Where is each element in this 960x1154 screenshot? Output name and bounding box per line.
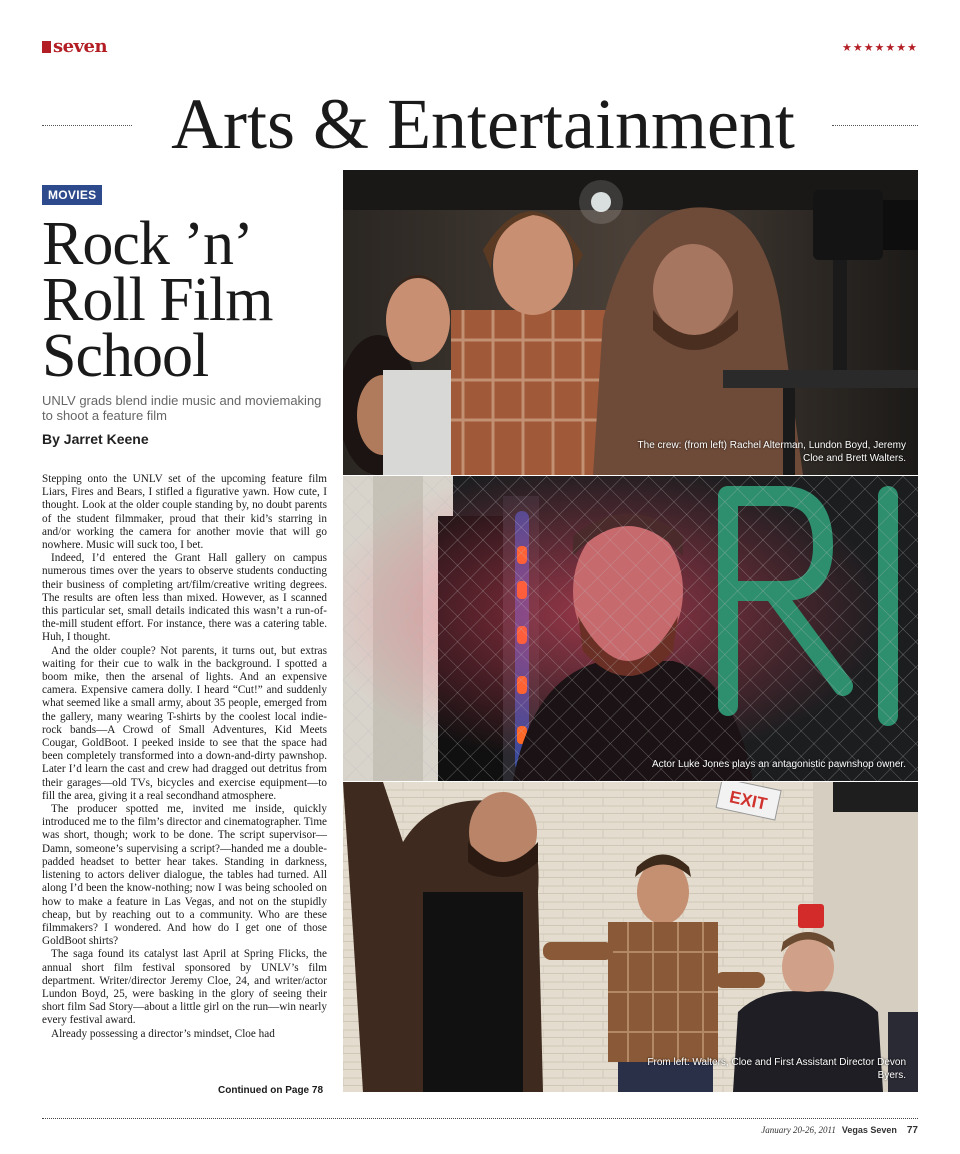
section-header [42,84,918,164]
article-body [42,473,327,1041]
section-rule-right [832,125,918,126]
continued-link[interactable]: Continued on Page 78 [218,1085,324,1096]
magazine-logo [42,38,107,56]
svg-text:EXIT: EXIT [727,787,769,814]
headline-line: Rock ’n’ [42,210,253,278]
photo-crew [343,170,918,475]
section-title: Arts & Entertainment [171,84,795,164]
headline-line: Roll Film [42,266,273,334]
photo-pawnshop-image [343,476,918,781]
issue-date: January 20-26, 2011 [761,1125,836,1135]
body-paragraph: Already possessing a director’s mindset, Cloe had [51,1027,275,1040]
photo-crew-image [343,170,918,475]
byline: By Jarret Keene [42,431,149,447]
section-rule-left [42,125,132,126]
magazine-name: Vegas Seven [841,1125,897,1135]
body-paragraph: Stepping onto the UNLV set of the upcoming feature film Liars, Fires and Bears, I stifled a figurative yawn. How cute, I thought. Look at the older couple standing by, no doubt parents of the student filmmaker, proud that their kid’s starring in and/or working the camera for another movie that will go nowhere. Music will suck too, I bet. [42,473,327,552]
photo-pawnshop-owner [343,476,918,781]
photo-caption: From left: Walters, Cloe and First Assistant Director Devon Byers. [647,1057,906,1081]
body-paragraph: The saga found its catalyst last April at Spring Flicks, the annual short film festival sponsored by UNLV’s film department. Writer/director Jeremy Cloe, 24, and writer/actor Lundon Boyd, 25, were basking in the glory of seeing their short film Sad Story—about a little girl on the run—win nearly every festival award. [42,948,327,1027]
footer-rule [42,1118,918,1119]
stars-ornament: ★★★★★★★ [841,41,918,54]
body-paragraph: And the older couple? Not parents, it turns out, but extras waiting for their cue to walk in the background. I spotted a boom mike, then the arsenal of lights. And an expensive camera. Expensive camera dolly. I heard “Cut!” and suddenly what seemed like a small army, about 35 people, emerged from the gallery, many wearing T-shirts by the coolest local indie-rock bands—A Crowd of Small Adventures, Kid Meets Cougar, GoldBoot. I peeked inside to see that the space had been completely transformed into a down-and-dirty pawnshop. Later I’d learn the cast and crew had dragged out detritus from their garages—old TVs, bicycles and exercise equipment—to fill the area, giving it a real secondhand atmosphere. [42,644,327,802]
article-headline [42,210,332,390]
page-number: 77 [906,1125,918,1136]
article-dek: UNLV grads blend indie music and moviemaking to shoot a feature film [42,393,322,423]
body-paragraph: Indeed, I’d entered the Grant Hall gallery on campus numerous times over the years to observe students conducting their business of completing art/film/creative writing degrees. The results are often less than mixed. However, as I scanned this particular set, small details indicated this wasn’t a run-of-the-mill student effort. For instance, there was a catering table. Huh, I thought. [42,552,327,644]
body-paragraph: The producer spotted me, invited me inside, quickly introduced me to the film’s director and cinematographer. Time was short, though; work to be done. The script supervisor—Damn, someone’s supervising a script?—handed me a double-padded headset to better hear takes. Standing in darkness, listening to actors deliver dialogue, the tables had turned. All along I’d been the know-nothing; now I was being schooled on how to make a feature in Las Vegas, and not on the stupidly cheap, but by reaching out to a community. Who are these filmmakers? I wondered. And how do I get one of those GoldBoot shirts? [42,803,327,948]
photo-caption: Actor Luke Jones plays an antagonistic pawnshop owner. [651,759,906,770]
photo-caption: The crew: (from left) Rachel Alterman, Lundon Boyd, Jeremy Cloe and Brett Walters. [637,440,906,464]
headline-line: School [42,322,209,390]
logo-wordmark: seven [53,36,108,57]
logo-mark [42,41,51,53]
photo-cast-image [343,782,918,1092]
folio [761,1125,918,1136]
photo-cast-room [343,782,918,1092]
category-tag: MOVIES [42,185,102,205]
